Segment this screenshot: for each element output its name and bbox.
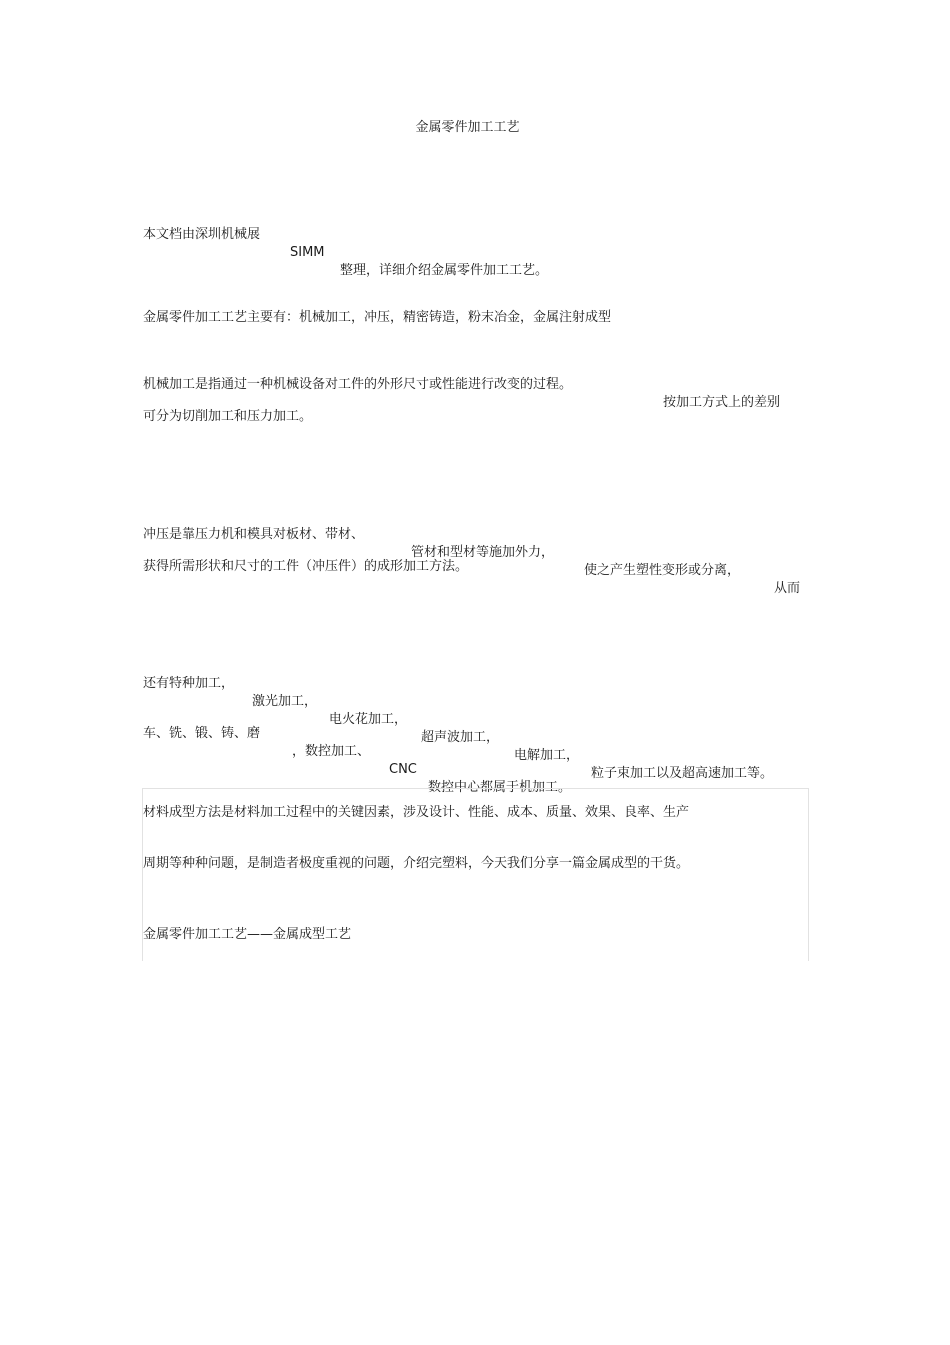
intro-text-simm: SIMM	[290, 245, 325, 260]
paragraph-line	[0, 358, 935, 410]
paragraph-text: 激光加工，	[252, 694, 318, 709]
paragraph-line: 可分为切削加工和压力加工。	[143, 409, 313, 424]
paragraph-text: 电解加工，	[514, 748, 580, 763]
intro-text-end: 整理，详细介绍金属零件加工工艺。	[340, 263, 549, 278]
paragraph-text: 粒子束加工以及超高速加工等。	[591, 766, 774, 781]
section-heading: 金属零件加工工艺——金属成型工艺	[143, 927, 352, 942]
paragraph-line: 金属零件加工工艺主要有：机械加工，冲压，精密铸造，粉末冶金，金属注射成型	[143, 310, 612, 325]
intro-line	[0, 208, 935, 278]
page-title: 金属零件加工工艺	[415, 120, 520, 135]
paragraph-text: 按加工方式上的差别	[663, 395, 781, 410]
paragraph-line: 周期等种种问题，是制造者极度重视的问题，介绍完塑料，今天我们分享一篇金属成型的干货。	[143, 856, 690, 871]
intro-text-start: 本文档由深圳机械展	[143, 227, 261, 242]
paragraph-text-cnc: CNC	[389, 762, 417, 777]
paragraph-text: 电火花加工，	[329, 712, 408, 727]
paragraph-text: 管材和型材等施加外力，	[411, 545, 555, 560]
paragraph-text: 机械加工是指通过一种机械设备对工件的外形尺寸或性能进行改变的过程。	[143, 377, 573, 392]
paragraph-line: 材料成型方法是材料加工过程中的关键因素，涉及设计、性能、成本、质量、效果、良率、生产	[143, 805, 690, 820]
paragraph-text: 使之产生塑性变形或分离，	[584, 563, 741, 578]
paragraph-text: 还有特种加工，	[143, 676, 235, 691]
paragraph-text: 冲压是靠压力机和模具对板材、带材、	[143, 527, 365, 542]
paragraph-text: 从而	[774, 581, 801, 596]
paragraph-text: 超声波加工，	[421, 730, 500, 745]
paragraph-line: 获得所需形状和尺寸的工件（冲压件）的成形加工方法。	[143, 559, 469, 574]
paragraph-text: 数控中心都属于机加工。	[428, 780, 572, 795]
paragraph-text: 车、铣、锻、铸、磨	[143, 726, 261, 741]
paragraph-text: ，数控加工、	[292, 744, 371, 759]
